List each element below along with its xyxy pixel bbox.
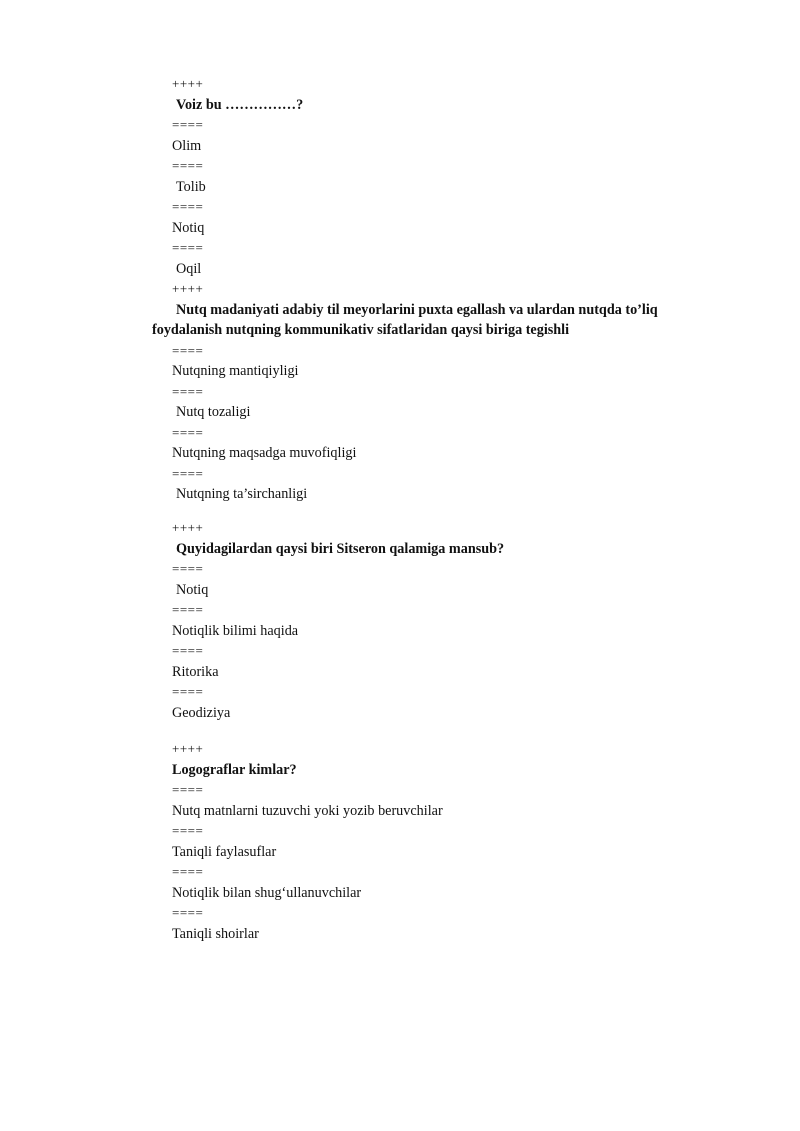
question-block-4 — [152, 739, 712, 944]
answer-option: Notiqlik bilan shug‘ullanuvchilar — [172, 884, 362, 901]
option-separator: ==== — [172, 240, 204, 255]
question-marker: ++++ — [172, 520, 204, 535]
option-separator: ==== — [172, 342, 204, 358]
option-separator: ==== — [172, 905, 204, 920]
question-text: Voiz bu ……………? — [176, 96, 304, 113]
answer-option: Nutqning mantiqiyligi — [172, 363, 299, 379]
option-separator: ==== — [172, 684, 204, 699]
option-separator: ==== — [172, 383, 204, 399]
question-marker: ++++ — [172, 76, 204, 91]
answer-option: Nutq matnlarni tuzuvchi yoki yozib beruvchilar — [172, 802, 443, 819]
question-marker: ++++ — [172, 741, 204, 756]
answer-option: Notiqlik bilimi haqida — [172, 622, 299, 639]
option-separator: ==== — [172, 864, 204, 879]
option-separator: ==== — [172, 199, 204, 214]
answer-option: Taniqli faylasuflar — [172, 843, 277, 860]
question-block-3 — [152, 518, 712, 723]
answer-option: Nutqning ta’sirchanligi — [176, 486, 308, 502]
question-text: Quyidagilardan qaysi biri Sitseron qalamiga mansub? — [176, 540, 505, 557]
option-separator: ==== — [172, 782, 204, 797]
option-separator: ==== — [172, 602, 204, 617]
answer-option: Nutq tozaligi — [176, 404, 251, 420]
option-separator: ==== — [172, 424, 204, 440]
question-text: Nutq madaniyati adabiy til meyorlarini puxta egallash va ulardan nutqda to’liq foydalanish nutqning kommunikativ sifatlaridan qaysi biriga tegishli — [152, 301, 658, 338]
answer-option: Geodiziya — [172, 704, 231, 721]
answer-option: Tolib — [176, 178, 206, 195]
option-separator: ==== — [172, 823, 204, 838]
answer-option: Nutqning maqsadga muvofiqligi — [172, 445, 357, 461]
question-block-2 — [152, 279, 712, 505]
option-separator: ==== — [172, 158, 204, 173]
answer-option: Notiq — [172, 219, 205, 236]
option-separator: ==== — [172, 117, 204, 132]
option-separator: ==== — [172, 643, 204, 658]
option-separator: ==== — [172, 561, 204, 576]
answer-option: Oqil — [176, 260, 202, 277]
answer-option: Olim — [172, 137, 202, 154]
answer-option: Ritorika — [172, 663, 219, 680]
question-marker: ++++ — [172, 281, 204, 296]
answer-option: Notiq — [176, 581, 209, 598]
answer-option: Taniqli shoirlar — [172, 925, 259, 942]
question-text: Logograflar kimlar? — [172, 761, 297, 778]
option-separator: ==== — [172, 465, 204, 481]
question-block-1 — [152, 74, 712, 279]
